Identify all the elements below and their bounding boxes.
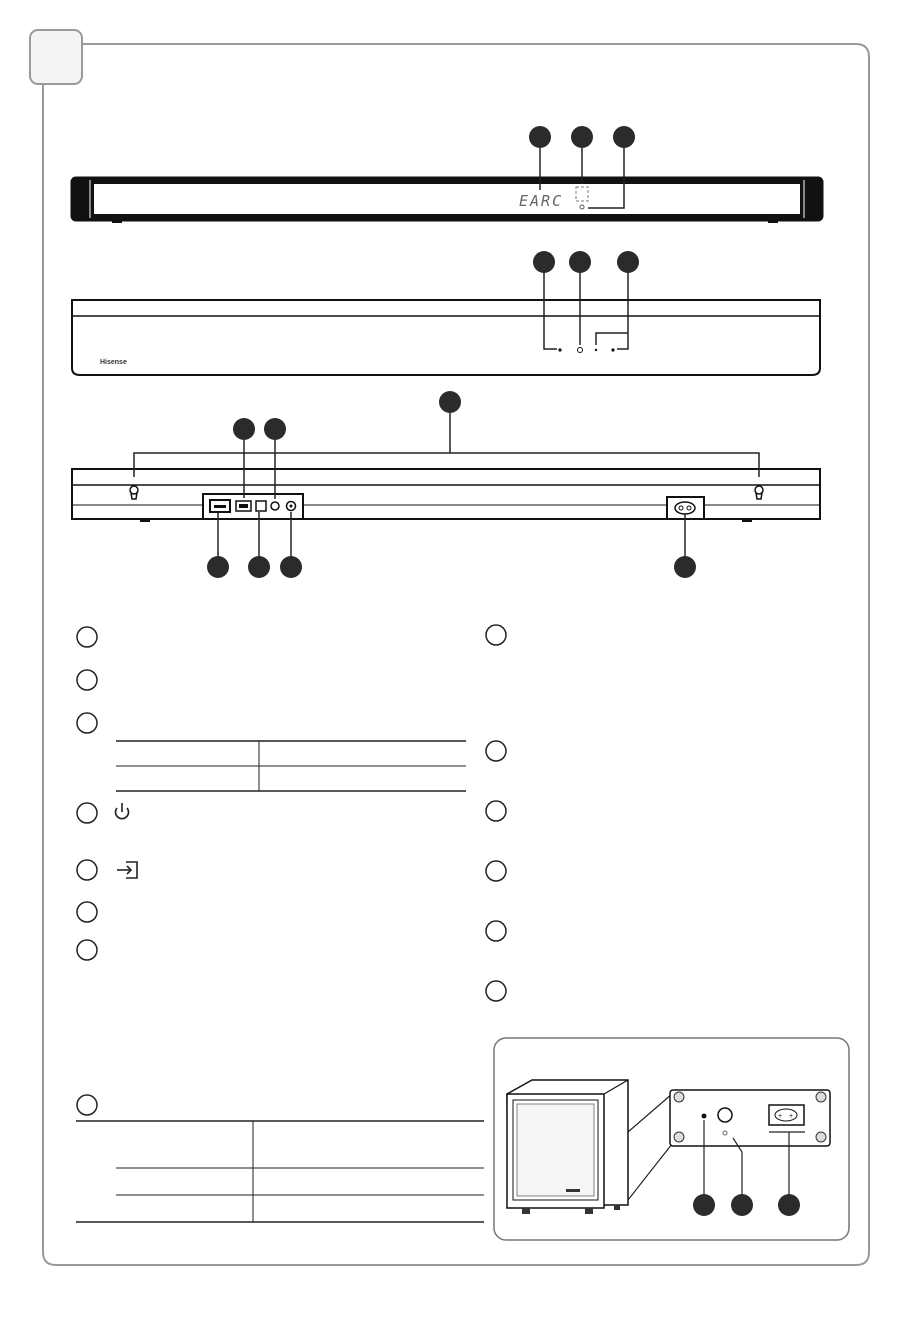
svg-text:+: + [778, 1113, 783, 1120]
callout-marker [529, 126, 551, 148]
subwoofer-illustration [507, 1080, 628, 1214]
callout-marker [613, 126, 635, 148]
callout-marker [693, 1194, 715, 1216]
led-display-text: EARC [519, 192, 564, 210]
subwoofer-rear-panel [670, 1090, 830, 1146]
callout-marker [533, 251, 555, 273]
callout-marker [439, 391, 461, 413]
callout-marker [731, 1194, 753, 1216]
svg-text:+: + [789, 1113, 794, 1120]
callout-marker [569, 251, 591, 273]
callout-marker [233, 418, 255, 440]
soundbar-rear-view [72, 469, 820, 522]
legend-left-column [77, 627, 97, 1115]
callout-marker [778, 1194, 800, 1216]
callout-marker [617, 251, 639, 273]
pair-button-icon [718, 1108, 732, 1122]
callout-marker [674, 556, 696, 578]
callout-marker [571, 126, 593, 148]
brand-logo: Hisense [100, 359, 127, 366]
soundbar-front-view [72, 178, 822, 223]
callout-marker [207, 556, 229, 578]
spec-table-2 [76, 1121, 484, 1222]
spec-table-1 [116, 741, 466, 791]
soundbar-top-view [72, 300, 820, 375]
input-icon [117, 862, 137, 878]
power-icon [115, 803, 128, 819]
callout-marker [264, 418, 286, 440]
section-number-box [30, 30, 82, 84]
legend-right-column [486, 625, 506, 1001]
callout-marker [280, 556, 302, 578]
callout-marker [248, 556, 270, 578]
